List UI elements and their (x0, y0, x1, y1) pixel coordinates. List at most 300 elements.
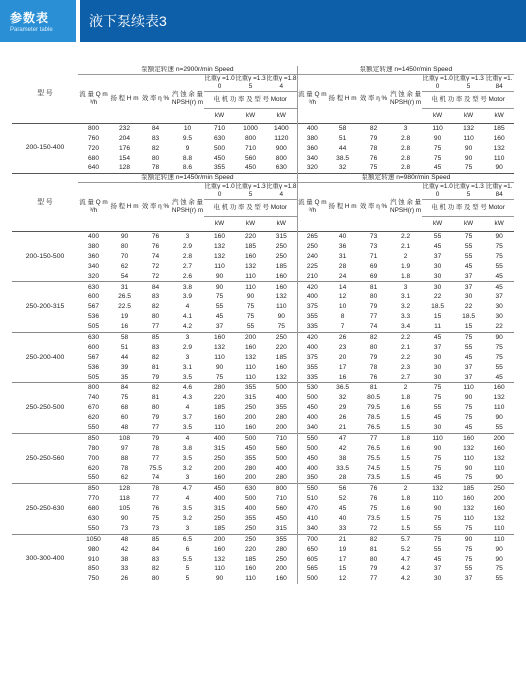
data-cell: 78 (151, 164, 160, 172)
data-cell: 45 (495, 272, 503, 280)
data-cell: 160 (266, 282, 297, 292)
kw-header: kW (276, 111, 286, 119)
data-cell: 280 (244, 464, 256, 472)
data-cell: 12 (338, 293, 347, 301)
data-cell: 37 (433, 252, 442, 260)
sg1-header-right: 比重γ =1.00 (422, 183, 453, 198)
data-cell: 450 (297, 403, 327, 413)
data-cell: 200 (484, 433, 514, 443)
data-cell: 110 (463, 454, 474, 462)
kw-header: kW (494, 111, 504, 119)
head-header-left: 扬 程 H m (110, 203, 139, 211)
data-cell: 30 (433, 373, 442, 381)
data-cell: 110 (245, 575, 256, 583)
data-cell: 75 (246, 313, 255, 321)
data-cell: 185 (453, 484, 484, 494)
data-cell: 160 (213, 414, 225, 422)
data-cell: 360 (297, 144, 327, 154)
data-cell: 77 (151, 423, 160, 431)
kw-header: kW (245, 220, 256, 228)
data-cell: 3 (185, 524, 190, 532)
data-cell: 82 (140, 383, 171, 393)
data-cell: 400 (213, 495, 225, 503)
data-cell: 340 (87, 262, 99, 270)
data-cell: 3.8 (182, 444, 193, 452)
data-cell: 1.6 (400, 505, 411, 513)
data-cell: 132 (244, 353, 256, 361)
data-cell: 900 (275, 144, 287, 152)
data-cell: 77 (369, 575, 378, 583)
model-cell: 250-200-315 (12, 282, 78, 332)
data-cell: 75 (433, 514, 442, 522)
data-cell: 3.2 (182, 514, 193, 522)
data-cell: 22 (495, 323, 503, 331)
data-cell: 21 (338, 423, 347, 431)
data-cell: 83 (151, 134, 160, 142)
model-cell: 250-200-400 (12, 332, 78, 382)
data-cell: 44 (338, 144, 347, 152)
data-cell: 3 (389, 123, 422, 133)
data-cell: 105 (118, 505, 130, 513)
data-cell: 55 (215, 303, 224, 311)
sg2-header-right: 比重γ =1.35 (453, 75, 484, 90)
data-cell: 110 (245, 373, 256, 381)
table-row (12, 463, 514, 473)
data-cell: 154 (118, 154, 130, 162)
data-cell: 17 (338, 555, 347, 563)
data-cell: 355 (235, 383, 266, 393)
data-cell: 110 (422, 433, 453, 443)
data-cell: 800 (266, 484, 297, 494)
table-row (12, 262, 514, 272)
data-cell: 72 (151, 272, 160, 280)
data-cell: 90 (464, 154, 473, 162)
data-cell: 78 (369, 363, 378, 371)
data-cell: 630 (213, 134, 225, 142)
data-cell: 800 (275, 154, 287, 162)
motor-header-left: 电 机 功 率 及 型 号 Motor (204, 91, 297, 108)
data-cell: 110 (214, 262, 225, 270)
sg3-header-right: 比重γ =1.84 (485, 75, 513, 90)
data-cell: 90 (464, 464, 473, 472)
data-cell: 31 (338, 252, 347, 260)
data-cell: 5.5 (182, 555, 193, 563)
data-cell: 280 (275, 474, 287, 482)
table-row (12, 302, 514, 312)
data-cell: 77 (358, 433, 389, 443)
data-cell: 90 (215, 363, 224, 371)
data-cell: 97 (120, 444, 129, 452)
table-row (12, 393, 514, 403)
data-cell: 250 (244, 524, 256, 532)
data-cell: 4.3 (182, 394, 193, 402)
data-cell: 3 (185, 353, 190, 361)
data-cell: 530 (297, 383, 327, 393)
badge-title: 参数表 (10, 11, 50, 25)
data-cell: 16 (120, 323, 129, 331)
data-cell: 160 (463, 495, 475, 503)
table-row (12, 545, 514, 555)
flow-header-right: 流 量 Q m³/h (297, 182, 327, 231)
table-row (12, 231, 514, 241)
data-cell: 132 (213, 555, 225, 563)
data-cell: 30 (433, 262, 442, 270)
data-cell: 42 (338, 444, 347, 452)
data-cell: 73 (358, 231, 389, 241)
data-cell: 75.5 (367, 454, 380, 462)
data-cell: 84 (140, 123, 171, 133)
data-cell: 185 (484, 123, 514, 133)
kw-header: kW (463, 111, 474, 119)
data-cell: 850 (78, 433, 109, 443)
data-cell: 1.5 (400, 454, 411, 462)
data-cell: 340 (297, 423, 327, 433)
data-cell: 355 (297, 312, 327, 322)
data-cell: 85 (140, 332, 171, 342)
data-cell: 40 (338, 514, 347, 522)
npsh-header-left: 汽 蚀 余 量 NPSH(r) m (171, 91, 204, 106)
data-cell: 38 (338, 454, 347, 462)
data-cell: 400 (78, 231, 109, 241)
data-cell: 35 (120, 373, 129, 381)
data-cell: 75 (369, 505, 378, 513)
data-cell: 500 (275, 454, 287, 462)
data-cell: 250 (275, 555, 287, 563)
data-cell: 55 (495, 423, 503, 431)
data-cell: 3 (185, 474, 190, 482)
data-cell: 37 (464, 363, 473, 371)
data-cell: 560 (244, 154, 256, 162)
data-cell: 30 (433, 575, 442, 583)
data-cell: 200 (235, 332, 266, 342)
data-cell: 75 (422, 383, 453, 393)
data-cell: 45 (433, 414, 442, 422)
table-row (12, 312, 514, 322)
data-cell: 30 (495, 303, 503, 311)
data-cell: 132 (213, 252, 225, 260)
data-cell: 500 (213, 144, 225, 152)
data-cell: 37 (433, 343, 442, 351)
data-cell: 75 (495, 353, 503, 361)
data-cell: 710 (204, 123, 235, 133)
data-cell: 3 (389, 282, 422, 292)
data-cell: 4.2 (400, 575, 411, 583)
data-cell: 75 (215, 373, 224, 381)
data-cell: 62 (120, 474, 129, 482)
data-cell: 18.5 (462, 313, 475, 321)
data-cell: 28 (338, 262, 347, 270)
data-cell: 1400 (266, 123, 297, 133)
data-cell: 75 (151, 514, 160, 522)
kw-header: kW (432, 220, 443, 228)
data-cell: 76 (369, 495, 378, 503)
data-cell: 160 (204, 332, 235, 342)
data-cell: 132 (244, 262, 256, 270)
data-cell: 355 (266, 534, 297, 544)
data-cell: 605 (297, 554, 327, 564)
kw-header: kW (214, 220, 225, 228)
data-cell: 550 (87, 474, 99, 482)
data-cell: 90 (495, 164, 503, 172)
data-cell: 700 (297, 534, 327, 544)
data-cell: 160 (213, 545, 225, 553)
data-cell: 39 (120, 363, 129, 371)
data-cell: 640 (87, 164, 99, 172)
data-cell: 75.5 (149, 464, 162, 472)
data-cell: 75 (277, 323, 285, 331)
data-cell: 15 (338, 565, 347, 573)
table-row (12, 473, 514, 483)
data-cell: 84 (151, 545, 160, 553)
data-cell: 132 (493, 454, 505, 462)
data-cell: 2.8 (400, 154, 411, 162)
data-cell: 55 (495, 262, 503, 270)
data-cell: 30 (433, 272, 442, 280)
data-cell: 5 (185, 565, 190, 573)
model-cell: 250-250-630 (12, 484, 78, 534)
data-cell: 9 (185, 144, 190, 152)
data-cell: 90 (464, 394, 473, 402)
data-cell: 37 (495, 293, 503, 301)
data-cell: 110 (245, 272, 256, 280)
data-cell: 79 (369, 303, 378, 311)
data-cell: 90 (453, 534, 484, 544)
data-cell: 71 (369, 252, 378, 260)
data-cell: 78 (151, 444, 160, 452)
data-cell: 160 (275, 363, 287, 371)
sg2-header-left: 比重γ =1.35 (235, 75, 266, 90)
data-cell: 10 (338, 303, 347, 311)
data-cell: 450 (204, 484, 235, 494)
data-cell: 500 (297, 574, 327, 584)
data-cell: 1.6 (400, 444, 411, 452)
data-cell: 400 (275, 394, 287, 402)
data-cell: 110 (214, 423, 225, 431)
data-cell: 770 (87, 495, 99, 503)
data-cell: 185 (213, 404, 225, 412)
data-cell: 24 (338, 272, 347, 280)
data-cell: 82 (358, 534, 389, 544)
table-row (12, 564, 514, 574)
data-cell: 78 (140, 484, 171, 494)
data-cell: 110 (493, 524, 505, 532)
data-cell: 70 (120, 252, 129, 260)
data-cell: 30 (433, 423, 442, 431)
data-cell: 630 (87, 514, 99, 522)
data-cell: 22 (464, 303, 473, 311)
table-row (12, 144, 514, 154)
data-cell: 204 (118, 134, 130, 142)
data-cell: 400 (297, 343, 327, 353)
title-bar (80, 0, 526, 42)
data-cell: 80 (369, 555, 378, 563)
table-row (12, 272, 514, 282)
data-cell: 55 (246, 323, 255, 331)
data-cell: 55 (433, 404, 442, 412)
data-cell: 250 (275, 252, 287, 260)
data-cell: 710 (275, 495, 287, 503)
data-cell: 81 (358, 383, 389, 393)
data-cell: 19 (338, 545, 347, 553)
data-cell: 74 (369, 323, 378, 331)
data-cell: 320 (87, 272, 99, 280)
data-cell: 1.5 (400, 464, 411, 472)
data-cell: 75 (215, 293, 224, 301)
data-cell: 55 (464, 252, 473, 260)
data-cell: 550 (297, 484, 327, 494)
data-cell: 250 (244, 404, 256, 412)
data-cell: 37 (215, 323, 224, 331)
table-row (12, 252, 514, 262)
data-cell: 160 (244, 343, 256, 351)
data-cell: 1.8 (400, 495, 411, 503)
data-cell: 110 (276, 303, 287, 311)
data-cell: 2.7 (400, 373, 411, 381)
data-cell: 26.5 (118, 293, 131, 301)
data-cell: 550 (87, 423, 99, 431)
kw-header: kW (214, 111, 225, 119)
head-header-left: 扬 程 H m (110, 94, 139, 102)
data-cell: 1000 (235, 123, 266, 133)
data-cell: 90 (120, 514, 129, 522)
data-cell: 3 (171, 231, 204, 241)
npsh-header-right: 汽 蚀 余 量 NPSH(r) m (389, 91, 422, 106)
data-cell: 450 (275, 514, 287, 522)
data-cell: 76 (358, 484, 389, 494)
npsh-header-left: 汽 蚀 余 量 NPSH(r) m (171, 199, 204, 214)
data-cell: 55 (495, 575, 503, 583)
data-cell: 75 (453, 332, 484, 342)
parameter-table-badge (0, 0, 76, 42)
data-cell: 45 (433, 555, 442, 563)
table-row (12, 574, 514, 584)
data-cell: 710 (244, 144, 256, 152)
data-cell: 75 (433, 144, 442, 152)
data-cell: 500 (235, 433, 266, 443)
data-cell: 400 (297, 463, 327, 473)
data-cell: 82 (358, 332, 389, 342)
data-cell: 400 (204, 433, 235, 443)
data-cell: 77 (369, 313, 378, 321)
data-cell: 1.5 (400, 524, 411, 532)
data-cell: 320 (297, 163, 327, 173)
data-cell: 12 (338, 575, 347, 583)
data-cell: 45 (464, 423, 473, 431)
table-row (12, 134, 514, 144)
data-cell: 58 (327, 123, 358, 133)
data-cell: 38.5 (336, 154, 349, 162)
sg2-header-right: 比重γ =1.35 (453, 183, 484, 198)
data-cell: 760 (87, 134, 99, 142)
data-cell: 1.8 (400, 272, 411, 280)
data-cell: 720 (87, 144, 99, 152)
data-cell: 79 (369, 565, 378, 573)
data-cell: 200 (244, 474, 256, 482)
data-cell: 55 (464, 565, 473, 573)
data-cell: 75 (464, 474, 473, 482)
data-cell: 69 (369, 262, 378, 270)
data-cell: 75 (495, 242, 503, 250)
data-cell: 780 (87, 444, 99, 452)
data-cell: 110 (214, 565, 225, 573)
data-cell: 380 (87, 242, 99, 250)
data-cell: 26 (338, 414, 347, 422)
data-cell: 265 (297, 231, 327, 241)
data-cell: 185 (275, 353, 287, 361)
data-cell: 45 (464, 262, 473, 270)
data-cell: 400 (297, 292, 327, 302)
data-cell: 1.5 (400, 414, 411, 422)
data-cell: 132 (422, 484, 453, 494)
data-cell: 90 (215, 272, 224, 280)
data-cell: 82 (358, 123, 389, 133)
data-cell: 110 (493, 404, 505, 412)
table-row (12, 363, 514, 373)
data-cell: 355 (275, 404, 287, 412)
data-cell: 55 (464, 343, 473, 351)
data-cell: 8 (340, 313, 345, 321)
data-cell: 232 (109, 123, 140, 133)
data-cell: 51 (120, 343, 129, 351)
table-row (12, 403, 514, 413)
data-cell: 7 (340, 323, 345, 331)
data-cell: 560 (275, 505, 287, 513)
data-cell: 55 (433, 524, 442, 532)
data-cell: 340 (297, 153, 327, 163)
sg3-header-left: 比重γ =1.84 (266, 183, 297, 198)
data-cell: 800 (244, 134, 256, 142)
data-cell: 80 (151, 313, 160, 321)
data-cell: 128 (109, 484, 140, 494)
model-cell: 200-150-500 (12, 231, 78, 281)
data-cell: 29 (338, 404, 347, 412)
data-cell: 90 (495, 414, 503, 422)
table-row (12, 484, 514, 494)
data-cell: 800 (78, 123, 109, 133)
data-cell: 110 (484, 534, 514, 544)
data-cell: 850 (78, 484, 109, 494)
data-cell: 4.2 (400, 565, 411, 573)
data-cell: 132 (493, 144, 505, 152)
data-cell: 80 (120, 242, 129, 250)
model-cell: 250-250-560 (12, 433, 78, 483)
data-cell: 2 (389, 383, 422, 393)
table-row (12, 433, 514, 443)
data-cell: 30 (495, 313, 503, 321)
data-cell: 4 (171, 433, 204, 443)
data-cell: 132 (463, 505, 475, 513)
data-cell: 56 (327, 484, 358, 494)
data-cell: 22 (433, 293, 442, 301)
data-cell: 31 (109, 282, 140, 292)
table-row (12, 242, 514, 252)
data-cell: 21 (327, 534, 358, 544)
data-cell: 36 (338, 242, 347, 250)
data-cell: 45 (433, 164, 442, 172)
data-cell: 2.2 (400, 353, 411, 361)
data-cell: 1.8 (389, 433, 422, 443)
data-cell: 6 (185, 545, 190, 553)
data-cell: 90 (495, 474, 503, 482)
data-cell: 4.6 (171, 383, 204, 393)
data-cell: 3.1 (400, 293, 411, 301)
data-cell: 110 (422, 123, 453, 133)
data-cell: 200 (204, 534, 235, 544)
table-row (12, 163, 514, 173)
data-cell: 420 (297, 282, 327, 292)
data-cell: 620 (87, 414, 99, 422)
data-cell: 76 (369, 154, 378, 162)
